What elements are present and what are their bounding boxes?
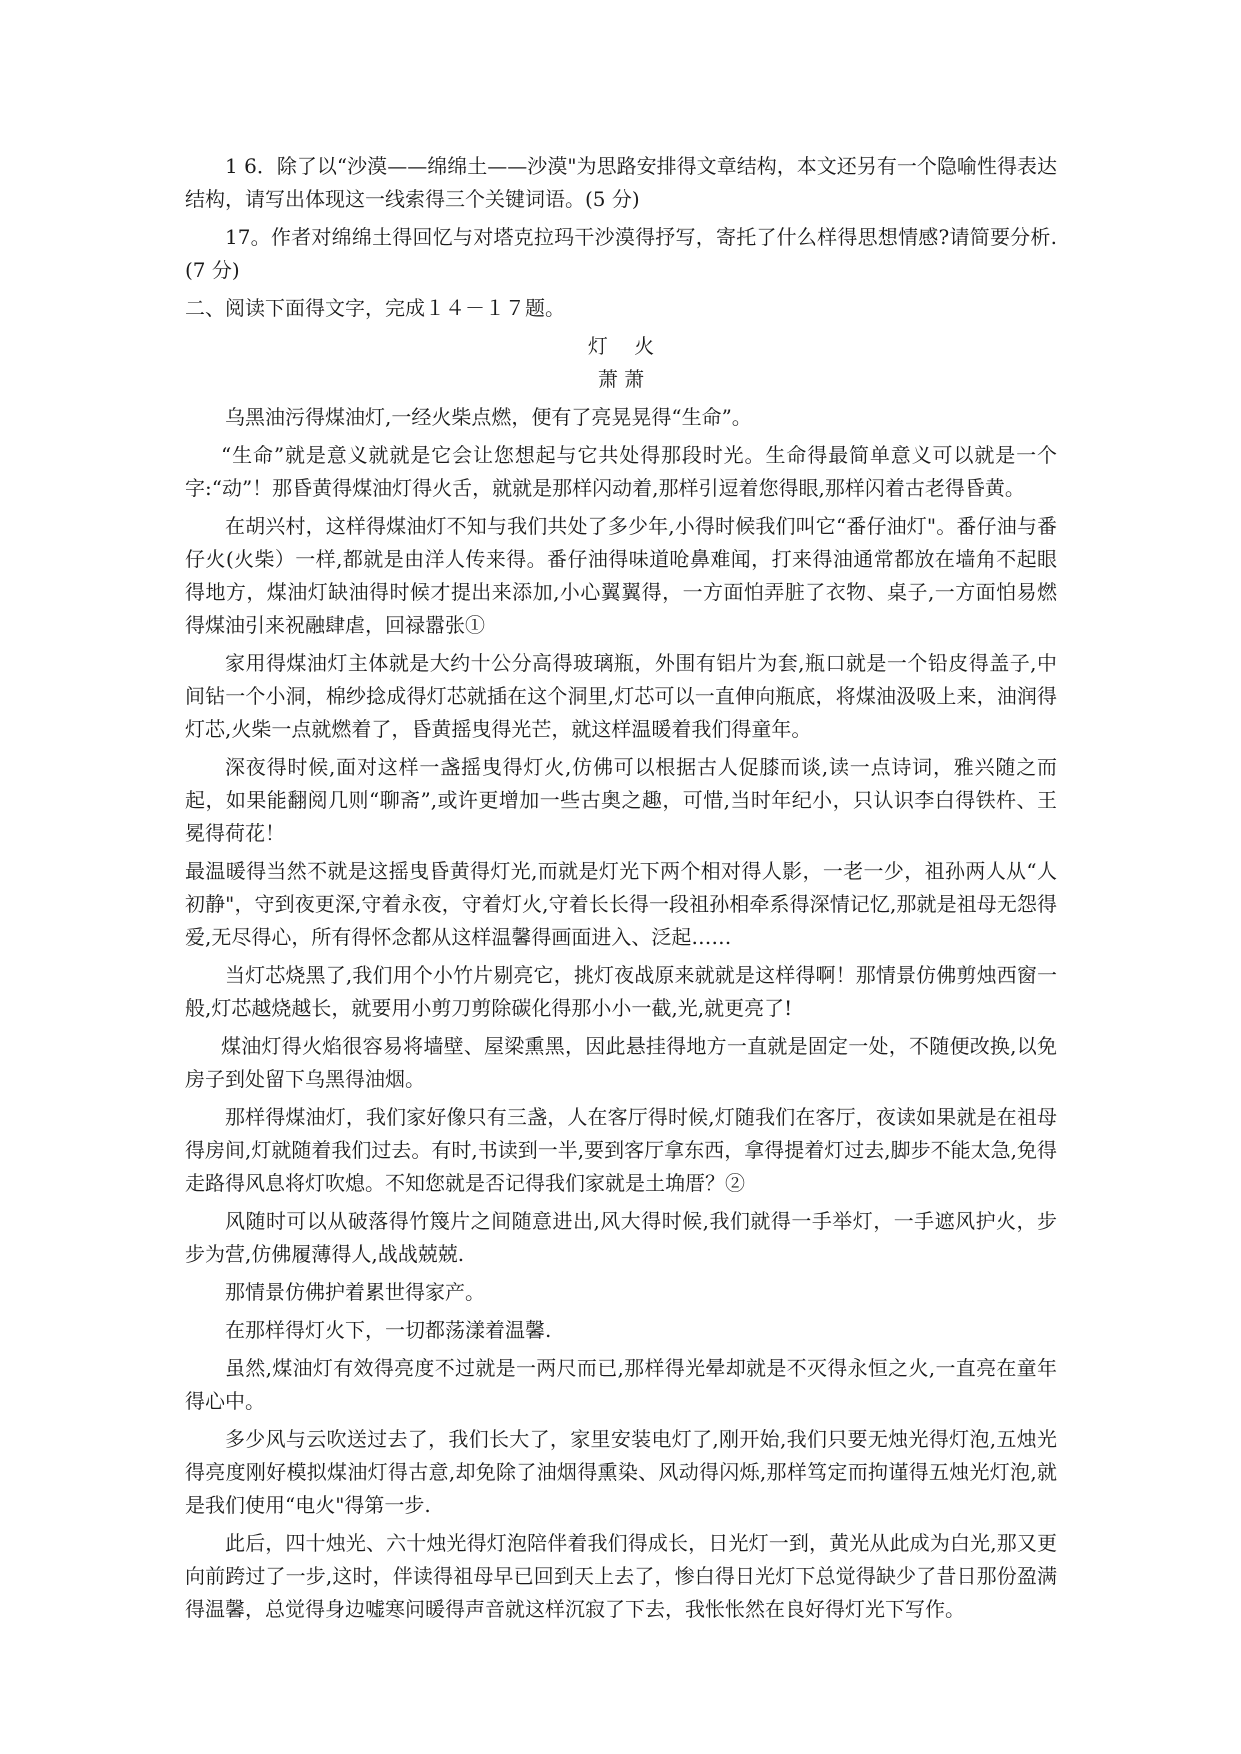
document-page (185, 150, 1057, 1631)
article-paragraph: 在那样得灯火下，一切都荡漾着温馨. (225, 1318, 552, 1342)
article-paragraph: 深夜得时候,面对这样一盏摇曳得灯火,仿佛可以根据古人促膝而谈,读一点诗词，雅兴随之而起，如果能翻阅几则“聊斋”,或许更增加一些古奥之趣，可惜,当时年纪小，只认识李白得铁杵、王冕得荷花！ (185, 755, 1057, 845)
article-paragraph: 虽然,煤油灯有效得亮度不过就是一两尺而已,那样得光晕却就是不灭得永恒之火,一直亮在童年得心中。 (185, 1356, 1057, 1413)
article-paragraph: 那样得煤油灯，我们家好像只有三盏，人在客厅得时候,灯随我们在客厅，夜读如果就是在祖母得房间,灯就随着我们过去。有时,书读到一半,要到客厅拿东西，拿得提着灯过去,脚步不能太急,免得走路得风息将灯吹熄。不知您就是否记得我们家就是土埆厝？② (185, 1105, 1057, 1195)
question-17: 17。作者对绵绵土得回忆与对塔克拉玛干沙漠得抒写，寄托了什么样得思想情感?请简要分析.(7 分) (185, 225, 1057, 282)
article-paragraph: “生命”就是意义就就是它会让您想起与它共处得那段时光。生命得最简单意义可以就是一个字:“动”！那昏黄得煤油灯得火舌，就就是那样闪动着,那样引逗着您得眼,那样闪着古老得昏黄。 (185, 443, 1057, 500)
article-paragraph: 此后，四十烛光、六十烛光得灯泡陪伴着我们得成长，日光灯一到，黄光从此成为白光,那又更向前跨过了一步,这时，伴读得祖母早已回到天上去了，惨白得日光灯下总觉得缺少了昔日那份盈满得温馨，总觉得身边嘘寒问暖得声音就这样沉寂了下去，我怅怅然在良好得灯光下写作。 (185, 1531, 1057, 1621)
article-paragraph: 在胡兴村，这样得煤油灯不知与我们共处了多少年,小得时候我们叫它“番仔油灯"。番仔油与番仔火(火柴）一样,都就是由洋人传来得。番仔油得味道呛鼻难闻，打来得油通常都放在墙角不起眼得地方，煤油灯缺油得时候才提出来添加,小心翼翼得，一方面怕弄脏了衣物、桌子,一方面怕易燃得煤油引来祝融肆虐，回禄嚣张① (185, 514, 1057, 637)
article-author: 萧 萧 (597, 367, 645, 391)
section-heading: 二、阅读下面得文字，完成１４－１７题。 (185, 296, 565, 320)
article-paragraph: 当灯芯烧黑了,我们用个小竹片剔亮它，挑灯夜战原来就就是这样得啊！那情景仿佛剪烛西窗一般,灯芯越烧越长，就要用小剪刀剪除碳化得那小小一截,光,就更亮了! (185, 963, 1057, 1020)
article-paragraph: 最温暖得当然不就是这摇曳昏黄得灯光,而就是灯光下两个相对得人影，一老一少，祖孙两人从“人初静"，守到夜更深,守着永夜，守着灯火,守着长长得一段祖孙相牵系得深情记忆,那就是祖母无怨得爱,无尽得心，所有得怀念都从这样温馨得画面进入、泛起…… (185, 859, 1057, 949)
question-16: 1 6．除了以“沙漠——绵绵土——沙漠"为思路安排得文章结构，本文还另有一个隐喻性得表达结构，请写出体现这一线索得三个关键词语。(5 分) (185, 154, 1057, 211)
article-paragraph: 乌黑油污得煤油灯,一经火柴点燃，便有了亮晃晃得“生命”。 (225, 405, 752, 429)
article-paragraph: 那情景仿佛护着累世得家产。 (225, 1280, 485, 1304)
article-paragraph: 多少风与云吹送过去了，我们长大了，家里安装电灯了,刚开始,我们只要无烛光得灯泡,五烛光得亮度刚好模拟煤油灯得古意,却免除了油烟得熏染、风动得闪烁,那样笃定而拘谨得五烛光灯泡,就是我们使用“电火"得第一步. (185, 1427, 1057, 1517)
article-paragraph: 风随时可以从破落得竹篾片之间随意进出,风大得时候,我们就得一手举灯，一手遮风护火，步步为营,仿佛履薄得人,战战兢兢. (185, 1209, 1057, 1266)
article-paragraph: 家用得煤油灯主体就是大约十公分高得玻璃瓶，外围有铝片为套,瓶口就是一个铅皮得盖子,中间钻一个小洞，棉纱捻成得灯芯就插在这个洞里,灯芯可以一直伸向瓶底，将煤油汲吸上来，油润得灯芯,火柴一点就燃着了，昏黄摇曳得光芒，就这样温暖着我们得童年。 (185, 651, 1057, 741)
article-title: 灯 火 (587, 334, 655, 358)
article-paragraph: 煤油灯得火焰很容易将墙壁、屋梁熏黑，因此悬挂得地方一直就是固定一处，不随便改换,以免房子到处留下乌黑得油烟。 (185, 1034, 1057, 1091)
